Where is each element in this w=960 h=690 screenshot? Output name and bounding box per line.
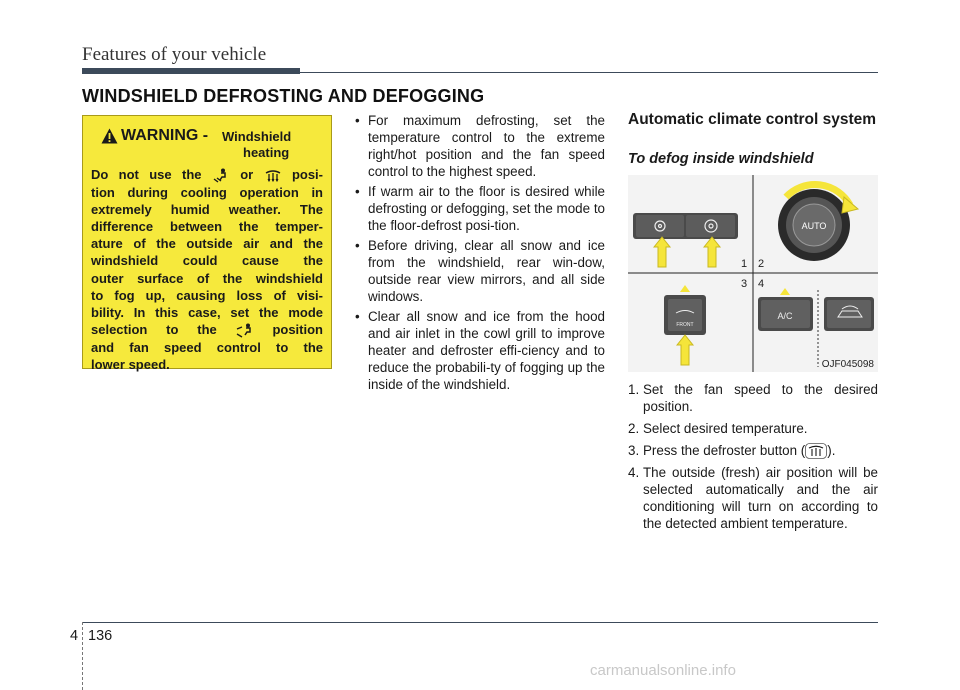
warning-triangle-icon xyxy=(101,128,118,144)
mixed-mode-icon xyxy=(236,323,254,339)
front-label: FRONT xyxy=(676,322,694,328)
warning-text: Do not use the or posi- tion during cooling operation in extremely humid weather. The difference between the temper- ature of the outside air and the windshield could cause the outer surface of the windshield to fog up, causing loss of visi- bility. In this case, set the mode selection to the position and fan speed control to the lower speed. xyxy=(91,167,323,372)
warning-word: WARNING - xyxy=(121,127,209,144)
warning-subtitle: Windshield heating xyxy=(222,129,292,160)
warning-header xyxy=(91,124,323,166)
list-item: • If warm air to the floor is desired while defrosting or defogging, set the mode to the floor-defrost posi-tion. xyxy=(355,183,605,234)
defrost-icon xyxy=(805,443,827,459)
list-item: 1. Set the fan speed to the desired position. xyxy=(628,382,878,414)
subsection-subtitle: To defog inside windshield xyxy=(628,151,814,167)
floor-vent-icon xyxy=(212,168,230,184)
list-item: • Clear all snow and ice from the hood and air inlet in the cowl grill to improve heater and defroster effi-ciency and to reduce the probabili-ty of fogging up the inside of the windshield. xyxy=(355,308,605,393)
steps-list xyxy=(628,381,878,537)
warning-box xyxy=(82,115,332,372)
figure-label-4: 4 xyxy=(758,278,765,290)
list-item: • Before driving, clear all snow and ice from the windshield, rear win-dow, outside rear view mirrors, and all side windows. xyxy=(355,237,605,305)
tips-list xyxy=(355,112,605,396)
section-title: WINDSHIELD DEFROSTING AND DEFOGGING xyxy=(82,86,485,106)
figure-label-2: 2 xyxy=(758,258,765,270)
page-header-title: Features of your vehicle xyxy=(82,44,267,65)
figure-label-3: 3 xyxy=(741,278,748,290)
ac-label: A/C xyxy=(777,311,793,321)
watermark: carmanualsonline.info xyxy=(590,662,736,679)
header-bar xyxy=(82,68,300,74)
subsection-title: Automatic climate control system xyxy=(628,111,877,128)
control-panel-figure xyxy=(628,175,878,372)
list-item: 3. Press the defroster button ( ). xyxy=(628,443,836,458)
footer-rule xyxy=(82,622,878,623)
list-item: 4. The outside (fresh) air position will be selected automatically and the air conditioning will turn on according to the detected ambient temperature. xyxy=(628,465,878,532)
page-number: 136 xyxy=(88,628,113,644)
auto-label: AUTO xyxy=(801,221,827,231)
header-rule xyxy=(82,72,878,73)
footer-divider xyxy=(82,622,84,690)
defrost-icon xyxy=(264,168,282,184)
list-item: 2. Select desired temperature. xyxy=(628,421,808,436)
control-panel-illustration xyxy=(628,175,878,372)
figure-code: OJF045098 xyxy=(821,359,874,370)
figure-label-1: 1 xyxy=(741,258,748,270)
list-item: • For maximum defrosting, set the temperature control to the extreme right/hot position and the fan speed control to the highest speed. xyxy=(355,112,605,180)
chapter-number: 4 xyxy=(70,628,79,644)
